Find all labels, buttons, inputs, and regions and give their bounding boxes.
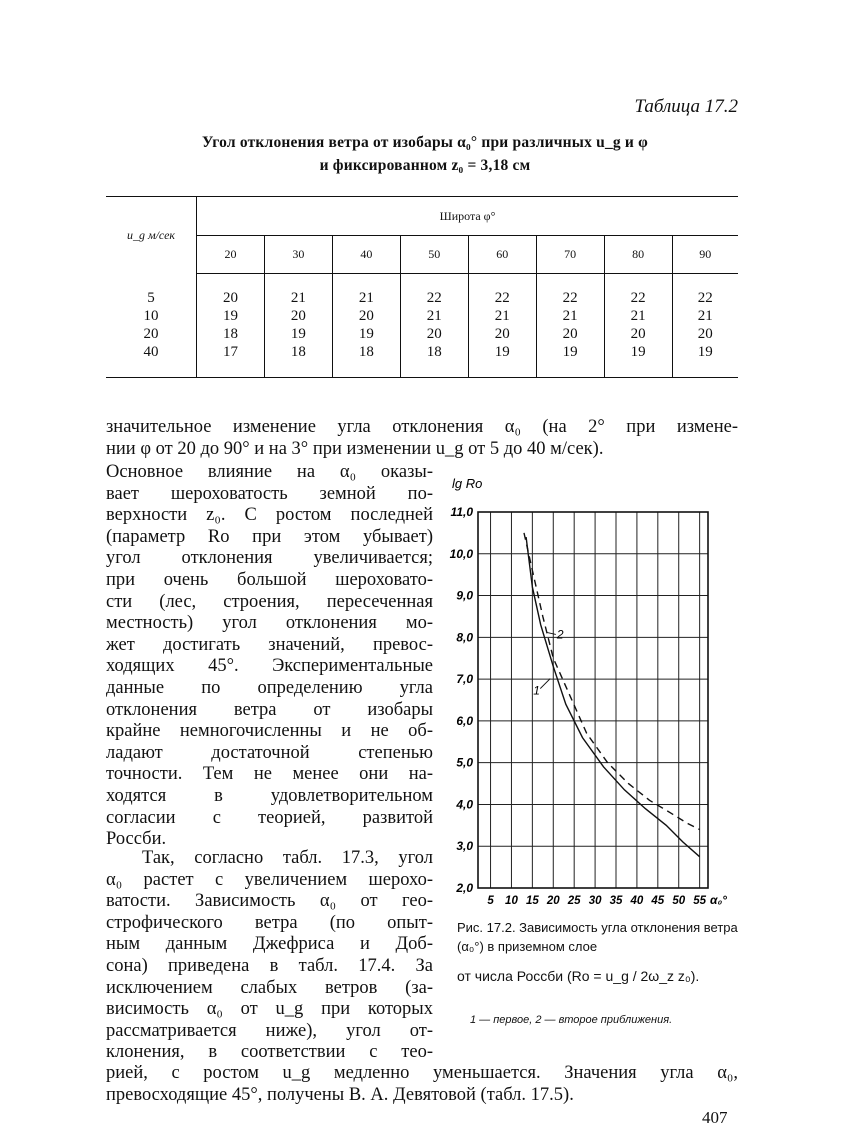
ug-value: 5: [147, 289, 155, 306]
value-column: [264, 274, 332, 378]
paragraph-3-line: ным данным Джефриса и Доб-: [106, 934, 433, 955]
latitude-title: Широта φ°: [197, 197, 739, 236]
paragraph-2-line: (параметр Ro при этом убывает): [106, 526, 433, 547]
latitude-header: 30: [264, 236, 332, 274]
value-column: [536, 274, 604, 378]
y-tick-label: 5,0: [456, 755, 473, 770]
paragraph-2-line: ладают достаточной степенью: [106, 742, 433, 763]
table-cell: 22: [562, 290, 578, 306]
paragraph-3-line: α₀ растет с увеличением шерохо-: [106, 869, 433, 890]
table-cell: 20: [630, 326, 646, 342]
table-cell: 19: [222, 308, 238, 324]
y-tick-label: 9,0: [456, 588, 473, 603]
x-tick-label: 45: [651, 895, 665, 907]
table-cell: 19: [697, 344, 713, 360]
paragraph-2-line: Основное влияние на α₀ оказы-: [106, 462, 433, 482]
paragraph-1-line: нии φ от 20 до 90° и на 3° при изменении u_g от 5 до 40 м/сек).: [106, 438, 604, 459]
x-tick-label: 50: [672, 895, 686, 907]
table-cell: 22: [630, 290, 646, 306]
y-axis-label: lg Ro: [452, 476, 483, 491]
chart: [440, 470, 740, 915]
paragraph-3-line: висимость α₀ от u_g при которых: [106, 999, 433, 1020]
y-tick-label: 11,0: [450, 505, 473, 519]
paragraph-1: [106, 417, 738, 460]
table-caption-line-1: Угол отклонения ветра от изобары α₀° при различных u_g и φ: [201, 134, 649, 151]
figure-formula: от числа Россби (Ro = u_g / 2ω_z z₀).: [457, 968, 700, 984]
paragraph-1-line: значительное изменение угла отклонения α₀ (на 2° при измене-: [106, 417, 738, 437]
paragraph-3-line: строфического ветра (по опыт-: [106, 912, 433, 933]
curve-label-1-leader: [540, 679, 550, 689]
table-cell: 21: [290, 290, 306, 306]
table-cell: 19: [562, 344, 578, 360]
figure-legend: 1 — первое, 2 — второе приближения.: [470, 1014, 673, 1026]
y-tick-label: 2,0: [456, 881, 473, 895]
table-cell: 19: [630, 344, 646, 360]
value-column: [400, 274, 468, 378]
table-cell: 21: [630, 308, 646, 324]
value-column: [604, 274, 672, 378]
table-cell: 20: [562, 326, 578, 342]
latitude-header: 40: [332, 236, 400, 274]
table-cell: 22: [494, 290, 510, 306]
paragraph-3-line: рассматривается ниже), угол от-: [106, 1020, 433, 1041]
x-tick-label: 5: [487, 895, 494, 907]
paragraph-3: [106, 848, 433, 1064]
plot-frame: [478, 512, 708, 888]
y-tick-label: 8,0: [456, 630, 473, 645]
paragraph-2-line: ходящих 45°. Экспериментальные: [106, 656, 433, 677]
value-column: [468, 274, 536, 378]
table-cell: 21: [494, 308, 510, 324]
paragraph-3-line: исключением слабых ветров (за-: [106, 977, 433, 998]
paragraph-2-line: согласии с теорией, развитой: [106, 807, 433, 828]
table-cell: 21: [358, 290, 374, 306]
paragraph-2-line: жет достигать значений, превос-: [106, 634, 433, 655]
table-cell: 22: [426, 290, 442, 306]
table-cell: 21: [426, 308, 442, 324]
paragraph-2: [106, 462, 433, 851]
table-cell: 19: [290, 326, 306, 342]
table-cell: 18: [222, 326, 238, 342]
ug-value: 20: [143, 325, 159, 342]
x-tick-label: 35: [609, 895, 623, 907]
paragraph-3-line: ватости. Зависимость α₀ от гео-: [106, 891, 433, 912]
paragraph-3-line: Так, согласно табл. 17.3, угол: [142, 848, 433, 868]
paragraph-2-line: крайне немногочисленны и не об-: [106, 721, 433, 742]
table-cell: 20: [697, 326, 713, 342]
paragraph-2-line: угол отклонения увеличивается;: [106, 548, 433, 569]
table-cell: 21: [697, 308, 713, 324]
curve-label-1: 1: [533, 683, 540, 698]
paragraph-2-line: отклонения ветра от изобары: [106, 699, 433, 720]
value-column: [197, 274, 265, 378]
table-label: Таблица 17.2: [634, 96, 738, 117]
x-tick-label: 20: [546, 895, 560, 907]
paragraph-3-line: сона) приведена в табл. 17.4. За: [106, 955, 433, 976]
y-tick-label: 3,0: [456, 839, 473, 854]
paragraph-2-line: точности. Тем не менее они на-: [106, 764, 433, 785]
paragraph-2-line: вает шероховатость земной по-: [106, 483, 433, 504]
series-line-2: [524, 533, 700, 830]
curve-label-2: 2: [556, 627, 564, 642]
table-cell: 21: [562, 308, 578, 324]
latitude-header: 70: [536, 236, 604, 274]
y-tick-label: 6,0: [456, 713, 473, 728]
y-tick-label: 10,0: [449, 546, 473, 561]
paragraph-4-line: превосходящие 45°, получены В. А. Девятовой (табл. 17.5).: [106, 1084, 574, 1105]
curve-label-2-leader: [547, 632, 556, 634]
latitude-header: 80: [604, 236, 672, 274]
paragraph-2-line: сти (лес, строения, пересеченная: [106, 591, 433, 612]
page-number: 407: [702, 1108, 728, 1127]
table-cell: 18: [426, 344, 442, 360]
y-tick-label: 7,0: [456, 672, 473, 687]
latitude-header: 20: [197, 236, 265, 274]
x-tick-label: 25: [567, 895, 581, 907]
table-cell: 19: [358, 326, 374, 342]
figure-caption: Рис. 17.2. Зависимость угла отклонения ветра (α₀°) в приземном слое: [457, 920, 738, 954]
paragraph-2-line: Россби.: [106, 829, 167, 850]
latitude-header: 50: [400, 236, 468, 274]
paragraph-2-line: местность) угол отклонения мо-: [106, 613, 433, 634]
paragraph-2-line: верхности z₀. С ростом последней: [106, 505, 433, 526]
paragraph-4-line: рией, с ростом u_g медленно уменьшается. Значения угла α₀,: [106, 1063, 738, 1083]
table-cell: 22: [697, 290, 713, 306]
x-axis-label: α₀°: [710, 893, 727, 907]
x-tick-label: 30: [588, 895, 602, 907]
table-cell: 20: [290, 308, 306, 324]
paragraph-2-line: ходятся в удовлетворительном: [106, 785, 433, 806]
x-tick-label: 40: [630, 895, 644, 907]
table-cell: 19: [494, 344, 510, 360]
ug-value: 40: [143, 343, 159, 360]
ug-column: [106, 274, 197, 378]
paragraph-4: [106, 1063, 738, 1106]
y-tick-label: 4,0: [456, 797, 473, 812]
latitude-header: 60: [468, 236, 536, 274]
table-cell: 18: [358, 344, 374, 360]
paragraph-2-line: данные по определению угла: [106, 677, 433, 698]
series-line-1: [526, 537, 700, 857]
paragraph-3-line: клонения, в соответствии с тео-: [106, 1042, 433, 1063]
x-tick-label: 55: [693, 895, 707, 907]
ug-value: 10: [143, 307, 159, 324]
row-header: u_g м/сек: [106, 197, 197, 274]
table-cell: 20: [426, 326, 442, 342]
paragraph-2-line: при очень большой шероховато-: [106, 569, 433, 590]
table-cell: 20: [358, 308, 374, 324]
table-cell: 17: [222, 344, 238, 360]
x-tick-label: 15: [525, 895, 539, 907]
table-cell: 18: [290, 344, 306, 360]
value-column: [672, 274, 738, 378]
table-caption-line-2: и фиксированном z₀ = 3,18 см: [319, 157, 531, 174]
value-column: [332, 274, 400, 378]
x-tick-label: 10: [505, 895, 518, 907]
table-cell: 20: [222, 290, 238, 306]
table-cell: 20: [494, 326, 510, 342]
latitude-header: 90: [672, 236, 738, 274]
data-table: [106, 196, 738, 378]
